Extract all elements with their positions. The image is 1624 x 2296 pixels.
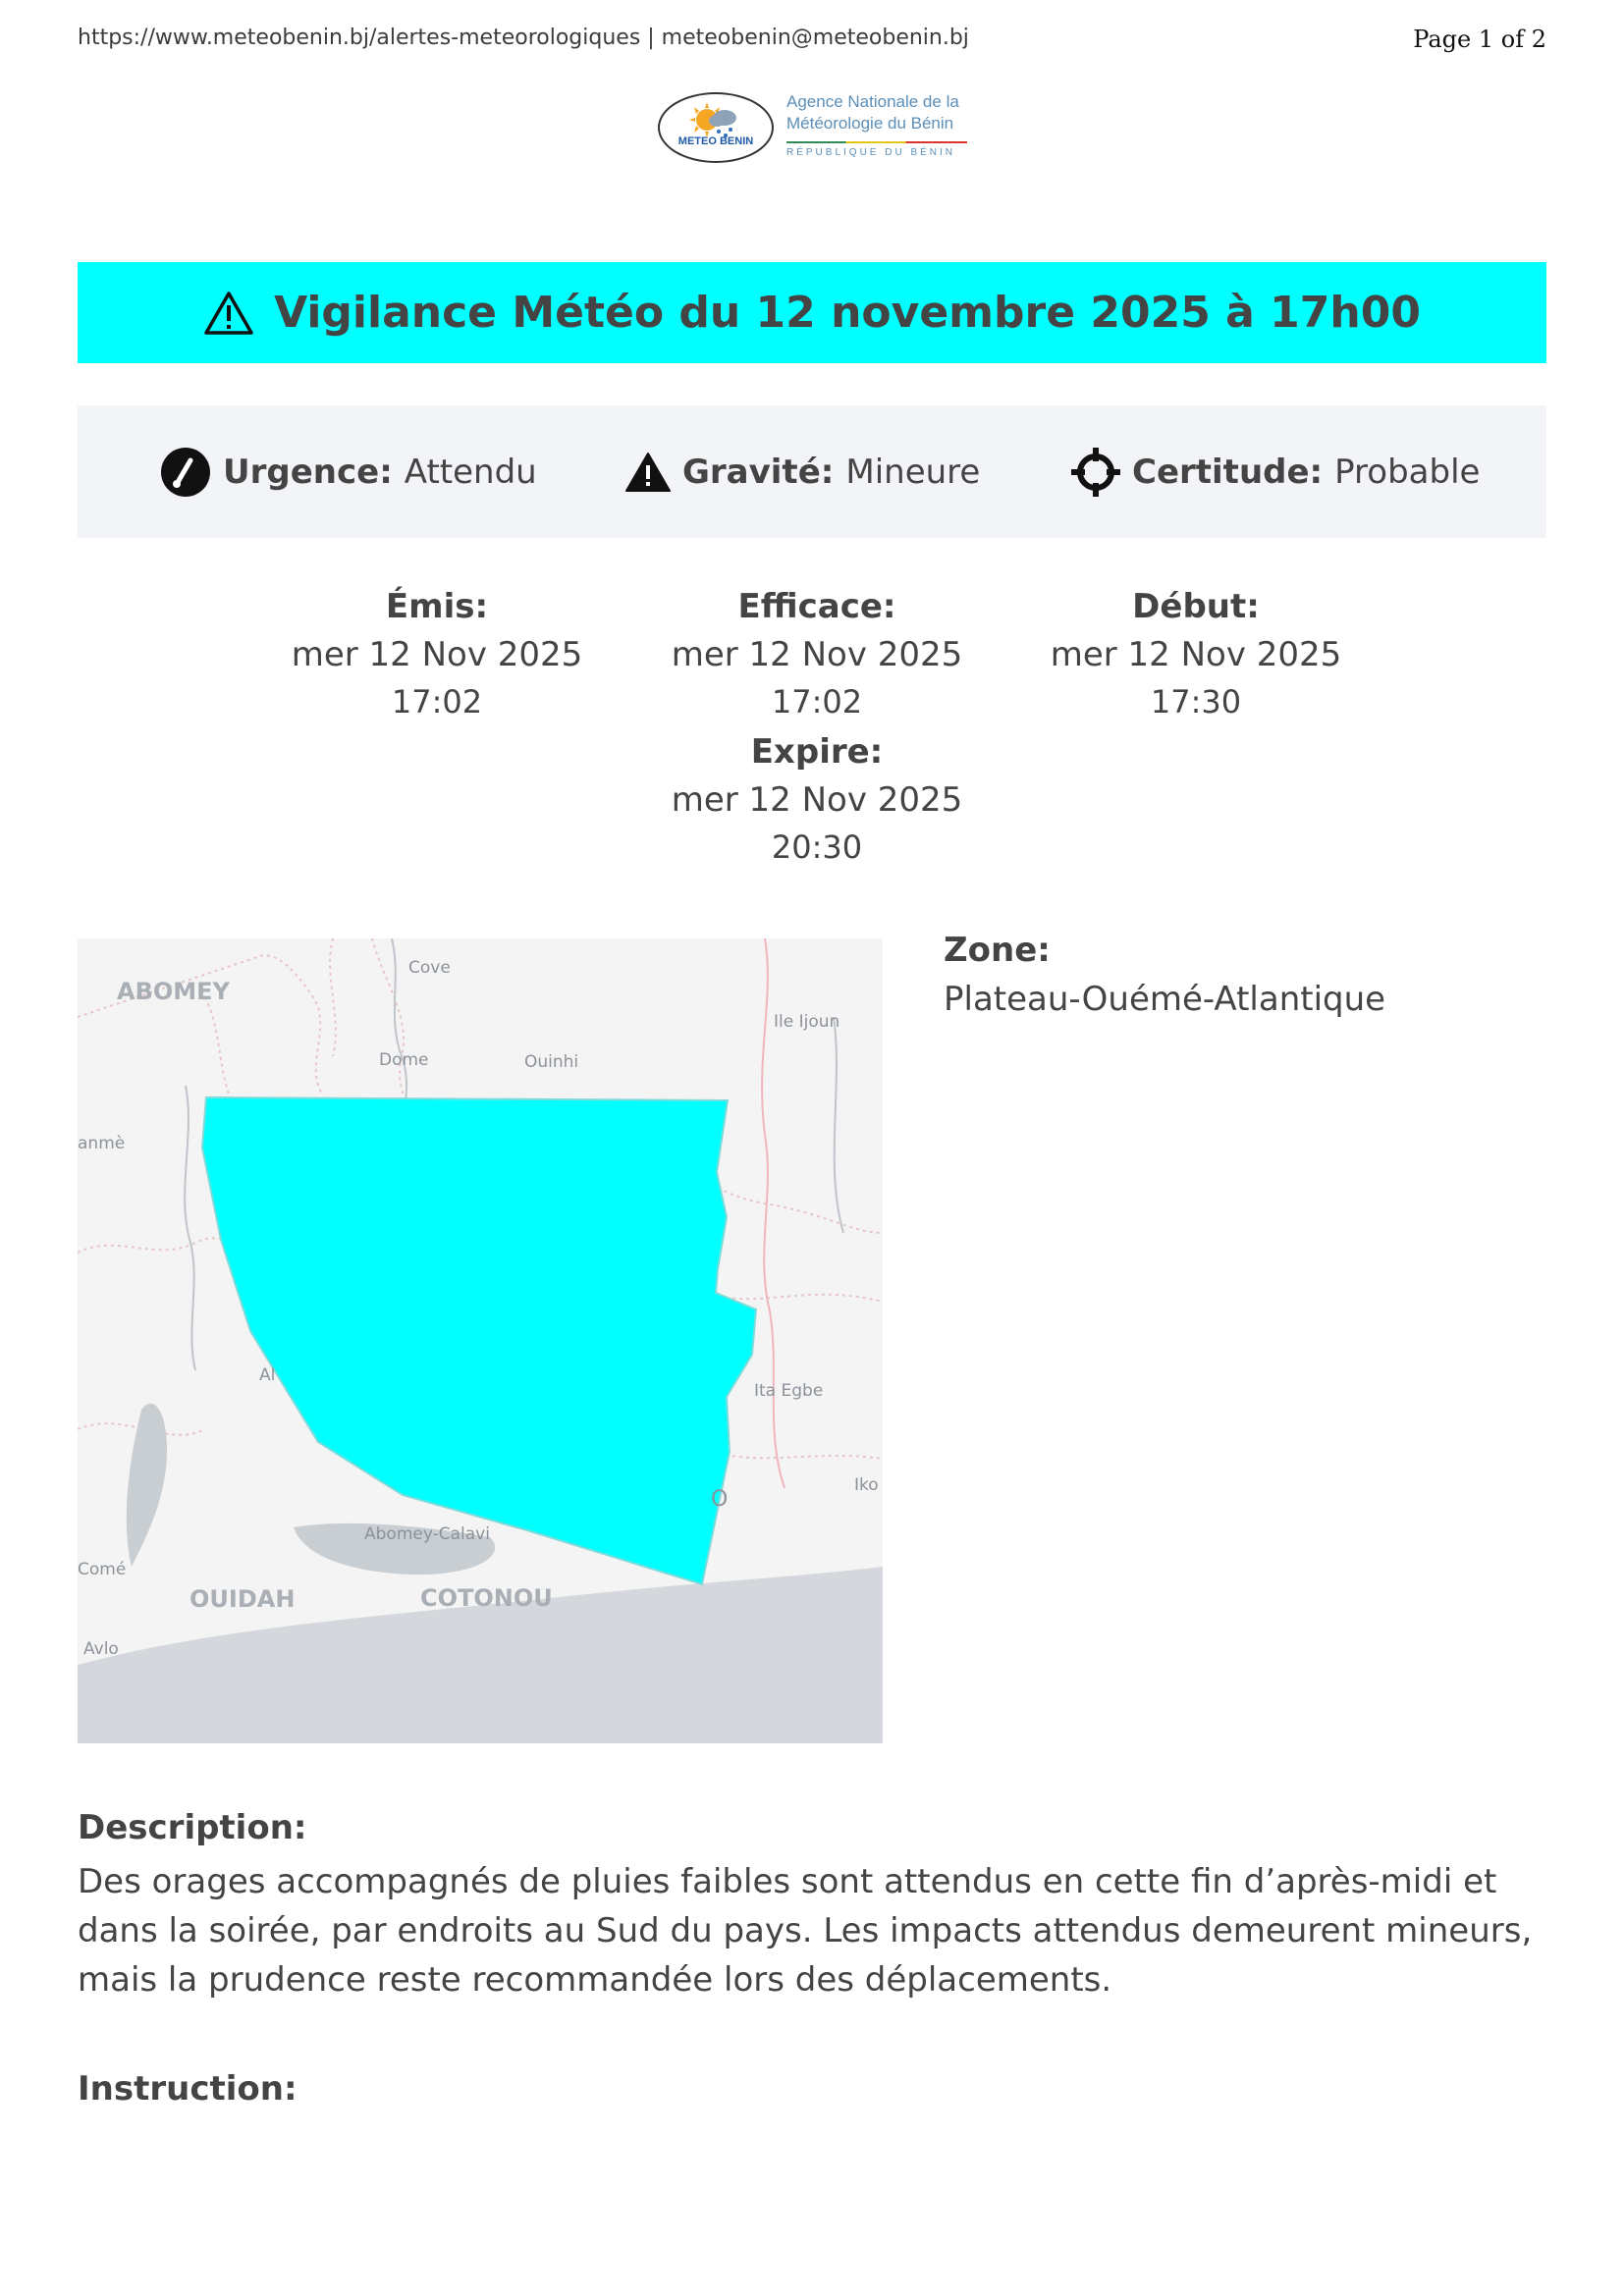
map-label-cove: Cove [408, 958, 451, 978]
map-label-anme: anmè [78, 1134, 126, 1153]
map-label-al: Al [259, 1365, 276, 1385]
time-efficace [660, 582, 974, 725]
param-gravite-value: Mineure [845, 453, 981, 492]
alert-map [78, 938, 883, 1743]
time-expire-date: mer 12 Nov 2025 [671, 780, 963, 820]
param-urgence-value: Attendu [404, 453, 537, 492]
time-expire-time: 20:30 [771, 828, 863, 866]
param-urgence [160, 449, 537, 496]
map-label-come: Comé [78, 1560, 127, 1579]
param-urgence-label: Urgence: [223, 453, 393, 492]
time-emis-date: mer 12 Nov 2025 [291, 635, 583, 674]
logo-emblem [658, 92, 774, 163]
time-debut-label: Début: [1132, 587, 1260, 626]
time-emis [280, 582, 594, 725]
zone-label: Zone: [944, 931, 1051, 970]
time-debut-time: 17:30 [1150, 683, 1242, 721]
logo-emblem-text: METEO BENIN [677, 135, 754, 147]
alert-title: Vigilance Météo du 12 novembre 2025 à 17h00 [274, 288, 1421, 338]
param-certitude-value: Probable [1334, 453, 1481, 492]
time-emis-label: Émis: [385, 587, 489, 626]
logo-republic-line: RÉPUBLIQUE DU BÉNIN [786, 147, 956, 158]
map-label-abomey-calavi: Abomey-Calavi [364, 1524, 490, 1544]
alert-parameters [78, 405, 1546, 538]
zone-value: Plateau-Ouémé-Atlantique [944, 980, 1386, 1019]
map-label-avlo: Avlo [83, 1639, 119, 1659]
description-text: Des orages accompagnés de pluies faibles sont attendus en cette fin d’après-midi et dans la soirée, par endroits au Sud du pays. Les impacts attendus demeurent mineurs, mais la prudence reste recommandée lors des déplacements. [78, 1862, 1533, 2000]
param-gravite [625, 449, 980, 496]
map-label-abomey: ABOMEY [117, 978, 230, 1005]
time-efficace-date: mer 12 Nov 2025 [671, 635, 963, 674]
map-label-ita-egbe: Ita Egbe [754, 1381, 824, 1401]
page-indicator: Page 1 of 2 [1413, 26, 1546, 53]
param-gravite-label: Gravité: [682, 453, 835, 492]
warning-filled-icon [625, 452, 671, 493]
map-label-iko: Iko [854, 1475, 879, 1495]
time-expire-label: Expire: [750, 732, 884, 772]
map-label-dome: Dome [379, 1050, 429, 1070]
warning-outline-icon [203, 291, 254, 336]
time-efficace-label: Efficace: [737, 587, 896, 626]
time-emis-time: 17:02 [391, 683, 483, 721]
time-debut [1039, 582, 1353, 725]
sun-cloud-rain-icon [660, 94, 772, 161]
time-efficace-time: 17:02 [771, 683, 863, 721]
map-label-ouidah: OUIDAH [189, 1585, 296, 1613]
map-label-cotonou: COTONOU [420, 1584, 553, 1612]
crosshairs-icon [1071, 448, 1120, 497]
param-certitude [1071, 449, 1480, 496]
time-debut-date: mer 12 Nov 2025 [1050, 635, 1342, 674]
param-certitude-label: Certitude: [1132, 453, 1324, 492]
map-label-ouinhi: Ouinhi [524, 1052, 579, 1072]
alert-banner [78, 262, 1546, 363]
time-expire [660, 727, 974, 871]
meteo-benin-logo [658, 90, 982, 169]
logo-agency-line1: Agence Nationale de la [786, 92, 959, 111]
description-label: Description: [78, 1808, 307, 1847]
map-label-ile-ijoun: Ile Ijoun [774, 1012, 840, 1032]
speedometer-icon [160, 447, 211, 498]
header-url-contact: https://www.meteobenin.bj/alertes-meteorologiques | meteobenin@meteobenin.bj [78, 26, 969, 50]
map-label-o: O [711, 1487, 729, 1512]
logo-flag-bar [786, 141, 967, 143]
instruction-label: Instruction: [78, 2069, 298, 2109]
logo-agency-line2: Météorologie du Bénin [786, 114, 954, 133]
